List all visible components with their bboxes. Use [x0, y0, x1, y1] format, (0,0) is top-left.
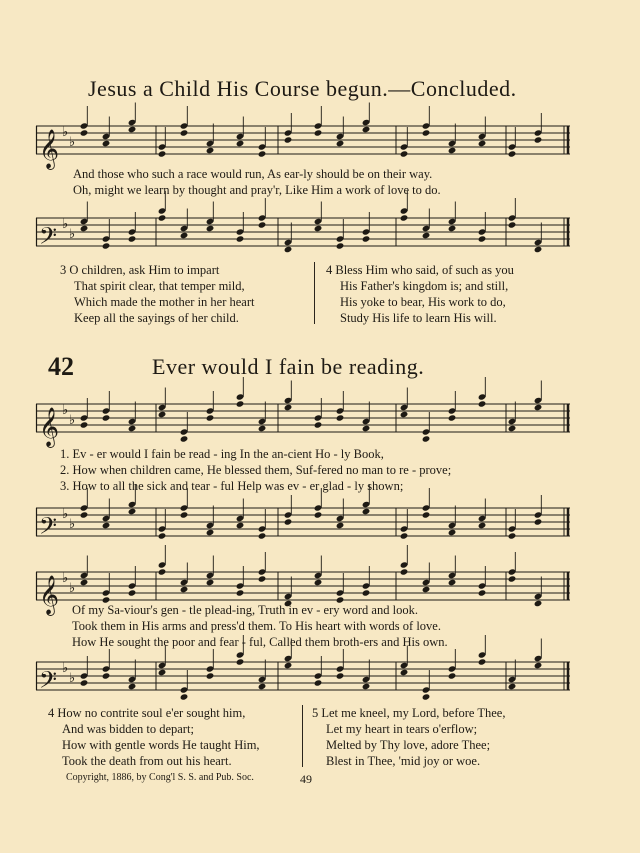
svg-text:♭: ♭	[62, 125, 69, 140]
svg-text:♭: ♭	[69, 135, 76, 150]
svg-text:♭: ♭	[62, 507, 69, 522]
copyright-notice: Copyright, 1886, by Cong'l S. S. and Pub. Soc.	[66, 772, 254, 783]
verse-4: 4 How no contrite soul e'er sought him, And was bidden to depart; How with gentle words He taught Him, Took the death from out his heart.	[48, 706, 260, 768]
bass-staff-2	[36, 656, 570, 700]
lyric-line: How He sought the poor and fear - ful, Called them broth-ers and His own.	[72, 635, 448, 649]
bass-clef-icon: 𝄢	[39, 666, 58, 699]
verse-4: 4 Bless Him who said, of such as you His Father's kingdom is; and still, His yoke to bear, His work to do, Study His life to learn His will.	[326, 263, 514, 325]
hymn-title: Ever would I fain be reading.	[152, 354, 425, 379]
lyric-line: 3. How to all the sick and tear - ful Help was ev - er glad - ly shown;	[60, 479, 404, 493]
treble-clef-icon: 𝄞	[39, 407, 60, 447]
treble-clef-icon: 𝄞	[39, 129, 60, 169]
lyric-line: 1. Ev - er would I fain be read - ing In the an-cient Ho - ly Book,	[60, 447, 384, 461]
verse-divider	[302, 705, 303, 767]
svg-text:♭: ♭	[62, 217, 69, 232]
lyric-line: Oh, might we learn by thought and pray'r, Like Him a work of love to do.	[73, 183, 441, 197]
page-number: 49	[300, 772, 312, 786]
svg-text:♭: ♭	[62, 571, 69, 586]
hymn-title-top: Jesus a Child His Course begun.—Concluded.	[88, 76, 517, 101]
svg-text:♭: ♭	[62, 661, 69, 676]
verse-5: 5 Let me kneel, my Lord, before Thee, Let my heart in tears o'erflow; Melted by Thy love, adore Thee; Blest in Thee, 'mid joy or woe.	[312, 706, 506, 768]
svg-text:♭: ♭	[69, 517, 76, 532]
hymn-number: 42	[48, 352, 74, 381]
svg-text:♭: ♭	[62, 403, 69, 418]
bass-clef-icon: 𝄢	[39, 222, 58, 255]
verse-divider	[314, 262, 315, 324]
lyric-line: Took them in His arms and press'd them. To His heart with words of love.	[72, 619, 441, 633]
svg-text:♭: ♭	[69, 581, 76, 596]
verse-3: 3 O children, ask Him to impart That spirit clear, that temper mild, Which made the mother in her heart Keep all the sayings of her child.	[60, 263, 255, 325]
svg-text:♭: ♭	[69, 227, 76, 242]
treble-clef-icon: 𝄞	[39, 575, 60, 615]
lyric-line: 2. How when children came, He blessed them, Suf-fered no man to re - prove;	[60, 463, 452, 477]
treble-staff-1	[36, 398, 570, 447]
bass-staff-top	[36, 212, 570, 256]
bass-staff-1	[36, 502, 570, 546]
lyric-line: Of my Sa-viour's gen - tle plead-ing, Truth in ev - ery word and look.	[72, 603, 418, 617]
svg-text:♭: ♭	[69, 413, 76, 428]
bass-clef-icon: 𝄢	[39, 512, 58, 545]
lyric-line: And those who such a race would run, As ear-ly should be on their way.	[73, 167, 433, 181]
treble-staff-top	[36, 120, 570, 169]
svg-text:♭: ♭	[69, 671, 76, 686]
